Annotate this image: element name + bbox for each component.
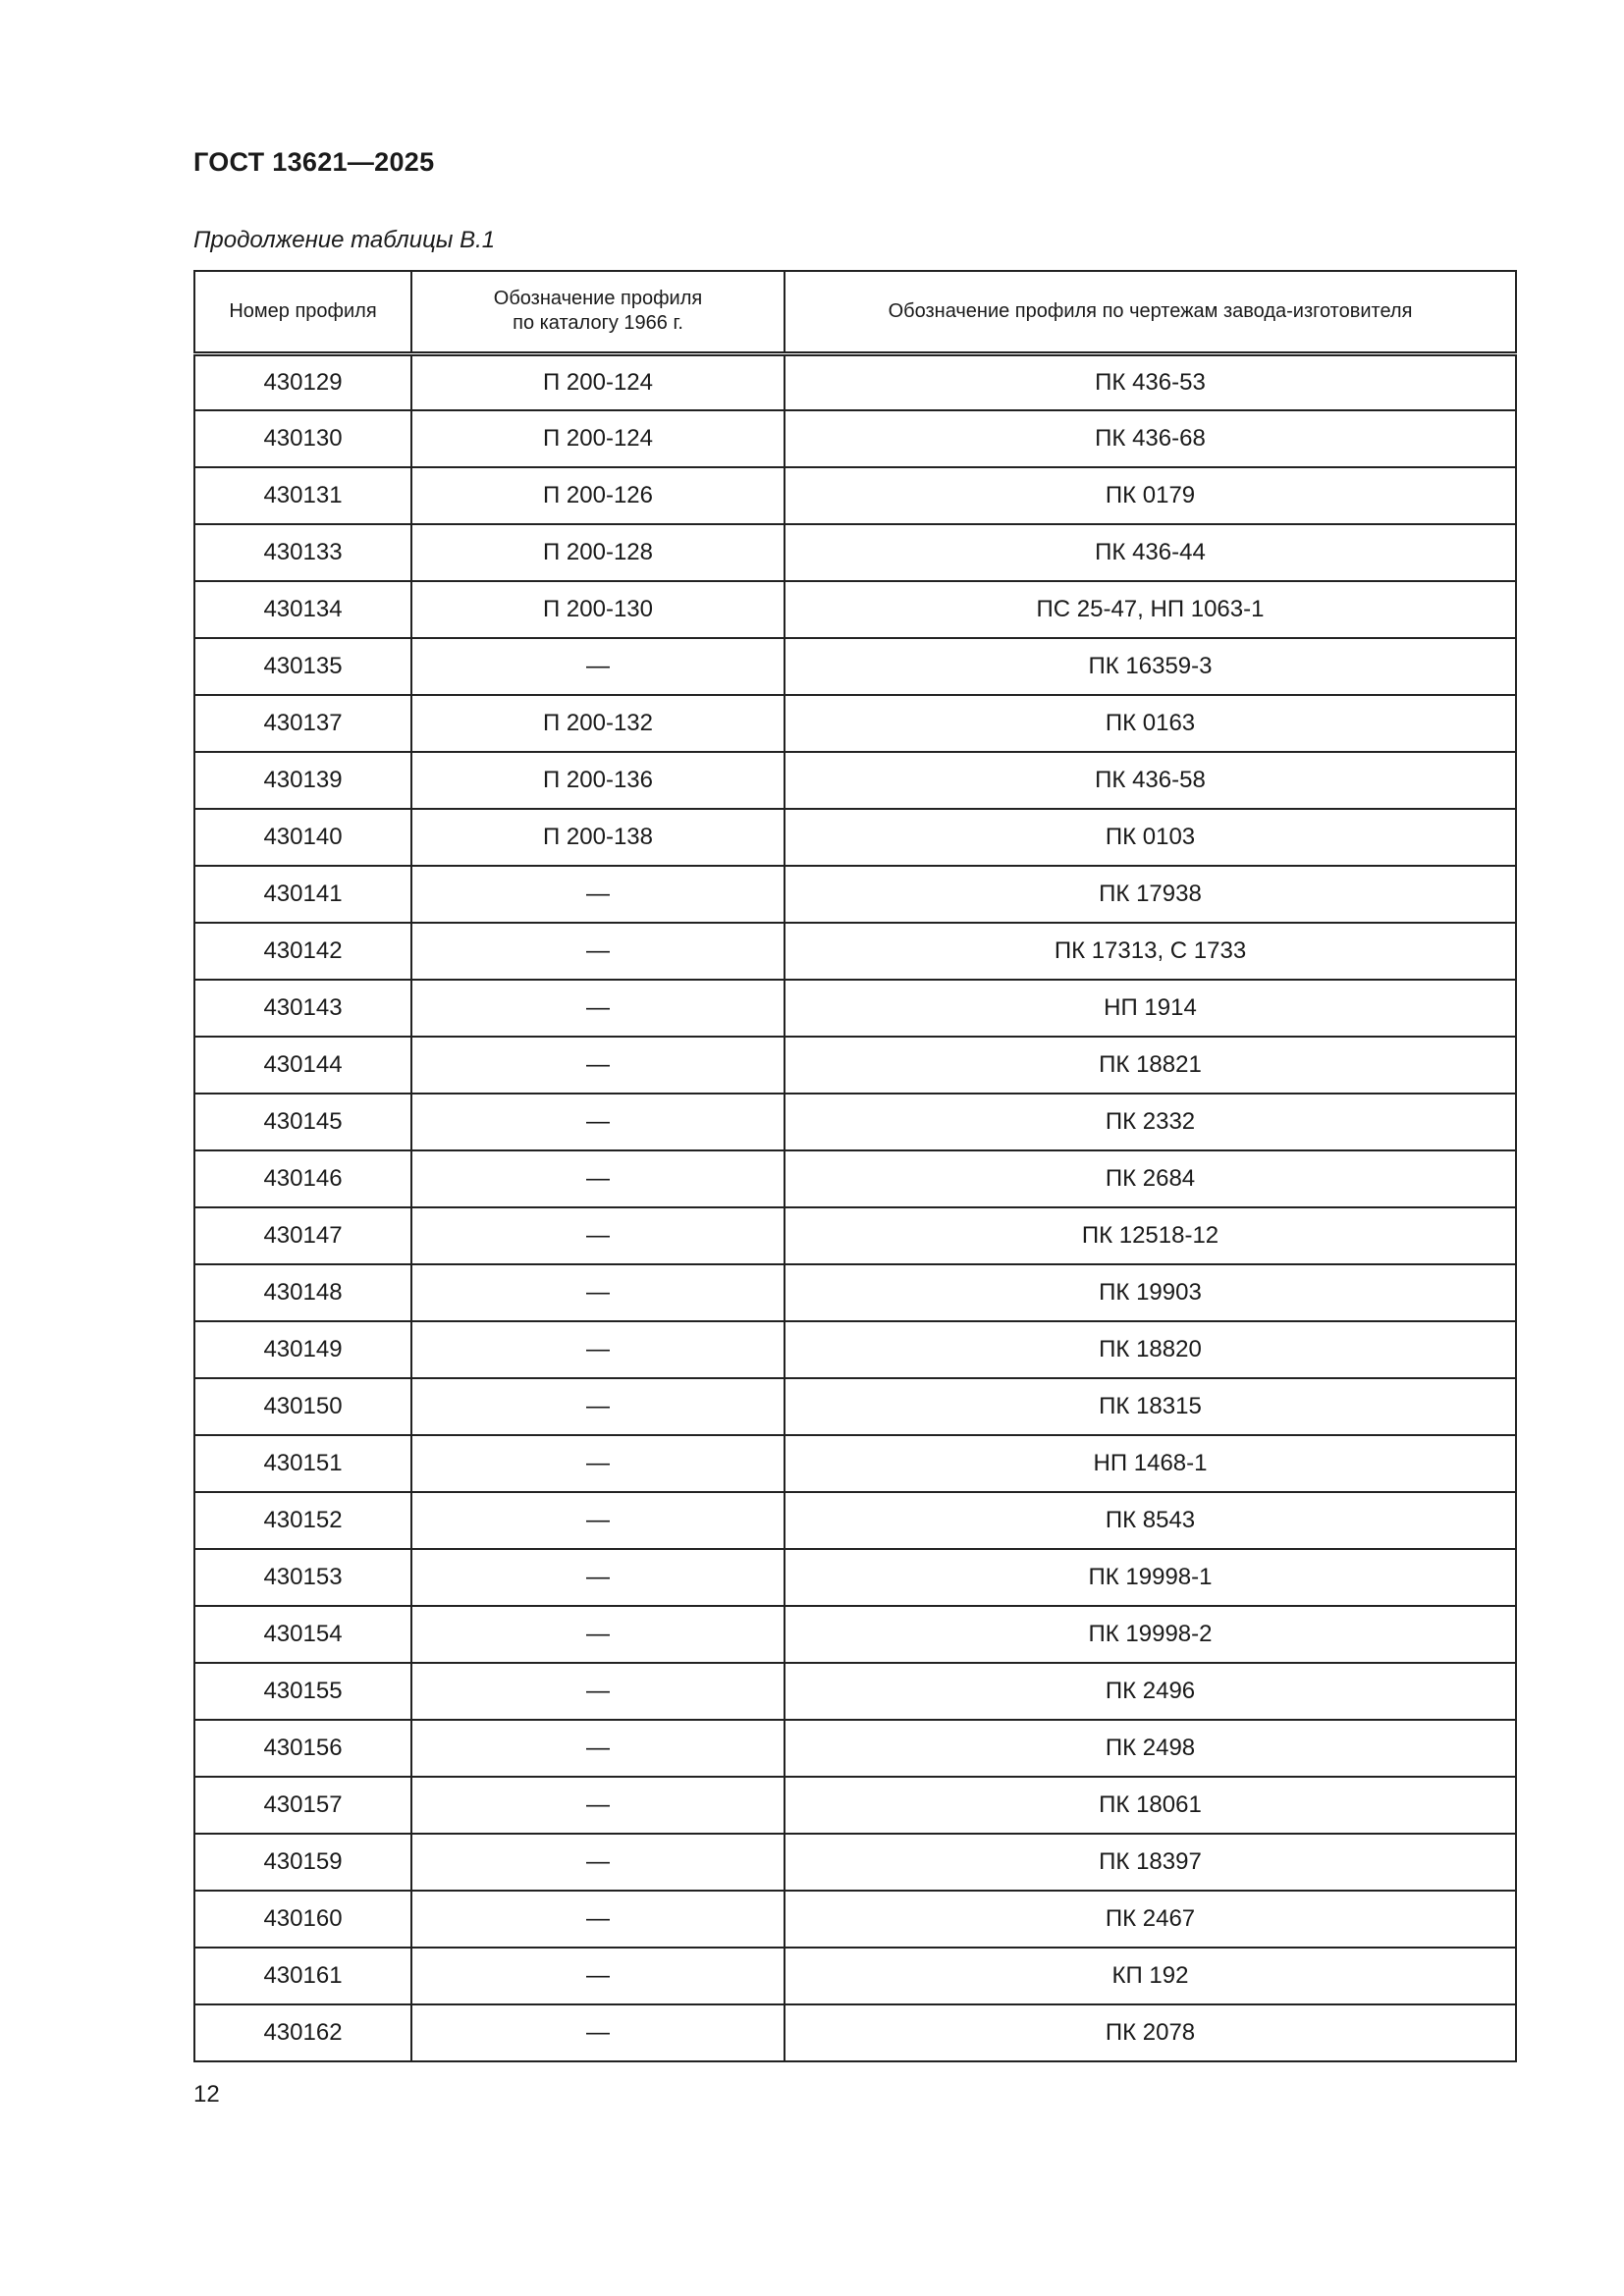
catalog-designation-cell: — — [411, 1321, 785, 1378]
factory-designation-cell: ПК 18315 — [785, 1378, 1516, 1435]
column-header-catalog-designation — [411, 271, 785, 353]
factory-designation-cell: ПК 17313, С 1733 — [785, 923, 1516, 980]
profile-number-cell: 430131 — [194, 467, 411, 524]
catalog-designation-cell: — — [411, 866, 785, 923]
factory-designation-cell: ПК 436-68 — [785, 410, 1516, 467]
table-row — [194, 866, 1516, 923]
table-caption: Продолжение таблицы В.1 — [193, 227, 496, 253]
factory-designation-cell: ПК 18397 — [785, 1834, 1516, 1891]
profiles-table — [193, 270, 1517, 2062]
catalog-designation-cell: — — [411, 1492, 785, 1549]
table-row — [194, 353, 1516, 410]
profile-number-cell: 430159 — [194, 1834, 411, 1891]
factory-designation-cell: ПК 19903 — [785, 1264, 1516, 1321]
catalog-designation-cell: — — [411, 1264, 785, 1321]
profile-number-cell: 430133 — [194, 524, 411, 581]
column-header-factory-designation: Обозначение профиля по чертежам завода-изготовителя — [785, 271, 1516, 353]
profile-number-cell: 430153 — [194, 1549, 411, 1606]
table-row — [194, 1663, 1516, 1720]
catalog-designation-cell: — — [411, 923, 785, 980]
profile-number-cell: 430156 — [194, 1720, 411, 1777]
table-row — [194, 923, 1516, 980]
table-row — [194, 1037, 1516, 1094]
catalog-designation-cell: П 200-124 — [411, 353, 785, 410]
factory-designation-cell: НП 1914 — [785, 980, 1516, 1037]
column-header-profile-number: Номер профиля — [194, 271, 411, 353]
catalog-designation-cell: П 200-128 — [411, 524, 785, 581]
table-row — [194, 1891, 1516, 1948]
page-number: 12 — [193, 2081, 220, 2108]
catalog-designation-cell: П 200-126 — [411, 467, 785, 524]
factory-designation-cell: ПК 2467 — [785, 1891, 1516, 1948]
factory-designation-cell: ПК 2078 — [785, 2004, 1516, 2061]
profile-number-cell: 430148 — [194, 1264, 411, 1321]
catalog-designation-cell: — — [411, 1777, 785, 1834]
table-row — [194, 1606, 1516, 1663]
profile-number-cell: 430152 — [194, 1492, 411, 1549]
catalog-designation-cell: — — [411, 2004, 785, 2061]
profile-number-cell: 430135 — [194, 638, 411, 695]
factory-designation-cell: КП 192 — [785, 1948, 1516, 2004]
profile-number-cell: 430139 — [194, 752, 411, 809]
catalog-designation-cell: П 200-136 — [411, 752, 785, 809]
factory-designation-cell: ПК 17938 — [785, 866, 1516, 923]
catalog-designation-cell: — — [411, 638, 785, 695]
catalog-designation-cell: — — [411, 1606, 785, 1663]
table-row — [194, 1549, 1516, 1606]
profile-number-cell: 430151 — [194, 1435, 411, 1492]
column-header-catalog-designation-text: Обозначение профиля по каталогу 1966 г. — [493, 288, 703, 335]
table-row — [194, 1948, 1516, 2004]
factory-designation-cell: НП 1468-1 — [785, 1435, 1516, 1492]
table-row — [194, 1321, 1516, 1378]
factory-designation-cell: ПК 19998-2 — [785, 1606, 1516, 1663]
catalog-designation-cell: — — [411, 1834, 785, 1891]
profile-number-cell: 430134 — [194, 581, 411, 638]
catalog-designation-cell: П 200-124 — [411, 410, 785, 467]
factory-designation-cell: ПС 25-47, НП 1063-1 — [785, 581, 1516, 638]
catalog-designation-cell: — — [411, 1549, 785, 1606]
factory-designation-cell: ПК 16359-3 — [785, 638, 1516, 695]
factory-designation-cell: ПК 2332 — [785, 1094, 1516, 1150]
table-row — [194, 1378, 1516, 1435]
catalog-designation-cell: — — [411, 1720, 785, 1777]
profile-number-cell: 430162 — [194, 2004, 411, 2061]
factory-designation-cell: ПК 2496 — [785, 1663, 1516, 1720]
profile-number-cell: 430149 — [194, 1321, 411, 1378]
table-row — [194, 1834, 1516, 1891]
profile-number-cell: 430143 — [194, 980, 411, 1037]
profile-number-cell: 430155 — [194, 1663, 411, 1720]
factory-designation-cell: ПК 19998-1 — [785, 1549, 1516, 1606]
catalog-designation-cell: — — [411, 1094, 785, 1150]
table-row — [194, 809, 1516, 866]
profile-number-cell: 430140 — [194, 809, 411, 866]
factory-designation-cell: ПК 18061 — [785, 1777, 1516, 1834]
factory-designation-cell: ПК 8543 — [785, 1492, 1516, 1549]
table-row — [194, 581, 1516, 638]
profile-number-cell: 430129 — [194, 353, 411, 410]
table-row — [194, 1492, 1516, 1549]
document-header: ГОСТ 13621—2025 — [193, 147, 435, 177]
profile-number-cell: 430142 — [194, 923, 411, 980]
table-row — [194, 1720, 1516, 1777]
table-row — [194, 980, 1516, 1037]
table-row — [194, 1094, 1516, 1150]
table-header — [194, 271, 1516, 353]
header-row — [194, 271, 1516, 353]
catalog-designation-cell: — — [411, 1435, 785, 1492]
factory-designation-cell: ПК 2498 — [785, 1720, 1516, 1777]
profile-number-cell: 430145 — [194, 1094, 411, 1150]
catalog-designation-cell: П 200-130 — [411, 581, 785, 638]
factory-designation-cell: ПК 436-53 — [785, 353, 1516, 410]
table-row — [194, 638, 1516, 695]
table-row — [194, 752, 1516, 809]
table-row — [194, 1264, 1516, 1321]
catalog-designation-cell: — — [411, 1150, 785, 1207]
factory-designation-cell: ПК 0163 — [785, 695, 1516, 752]
catalog-designation-cell: — — [411, 1037, 785, 1094]
profile-number-cell: 430144 — [194, 1037, 411, 1094]
table-body — [194, 353, 1516, 2061]
catalog-designation-cell: — — [411, 1891, 785, 1948]
table-row — [194, 2004, 1516, 2061]
table-row — [194, 1777, 1516, 1834]
catalog-designation-cell: П 200-138 — [411, 809, 785, 866]
table-row — [194, 1435, 1516, 1492]
catalog-designation-cell: — — [411, 980, 785, 1037]
profile-number-cell: 430146 — [194, 1150, 411, 1207]
factory-designation-cell: ПК 0179 — [785, 467, 1516, 524]
profile-number-cell: 430130 — [194, 410, 411, 467]
profile-number-cell: 430160 — [194, 1891, 411, 1948]
profile-number-cell: 430161 — [194, 1948, 411, 2004]
table-row — [194, 1150, 1516, 1207]
profile-number-cell: 430141 — [194, 866, 411, 923]
table-row — [194, 1207, 1516, 1264]
profile-number-cell: 430150 — [194, 1378, 411, 1435]
table-row — [194, 695, 1516, 752]
factory-designation-cell: ПК 18821 — [785, 1037, 1516, 1094]
catalog-designation-cell: — — [411, 1207, 785, 1264]
profile-number-cell: 430147 — [194, 1207, 411, 1264]
table-row — [194, 410, 1516, 467]
factory-designation-cell: ПК 0103 — [785, 809, 1516, 866]
catalog-designation-cell: — — [411, 1378, 785, 1435]
catalog-designation-cell: П 200-132 — [411, 695, 785, 752]
factory-designation-cell: ПК 18820 — [785, 1321, 1516, 1378]
factory-designation-cell: ПК 436-58 — [785, 752, 1516, 809]
profile-number-cell: 430154 — [194, 1606, 411, 1663]
factory-designation-cell: ПК 2684 — [785, 1150, 1516, 1207]
catalog-designation-cell: — — [411, 1948, 785, 2004]
profile-number-cell: 430157 — [194, 1777, 411, 1834]
catalog-designation-cell: — — [411, 1663, 785, 1720]
table-row — [194, 524, 1516, 581]
profile-number-cell: 430137 — [194, 695, 411, 752]
factory-designation-cell: ПК 12518-12 — [785, 1207, 1516, 1264]
table-row — [194, 467, 1516, 524]
factory-designation-cell: ПК 436-44 — [785, 524, 1516, 581]
